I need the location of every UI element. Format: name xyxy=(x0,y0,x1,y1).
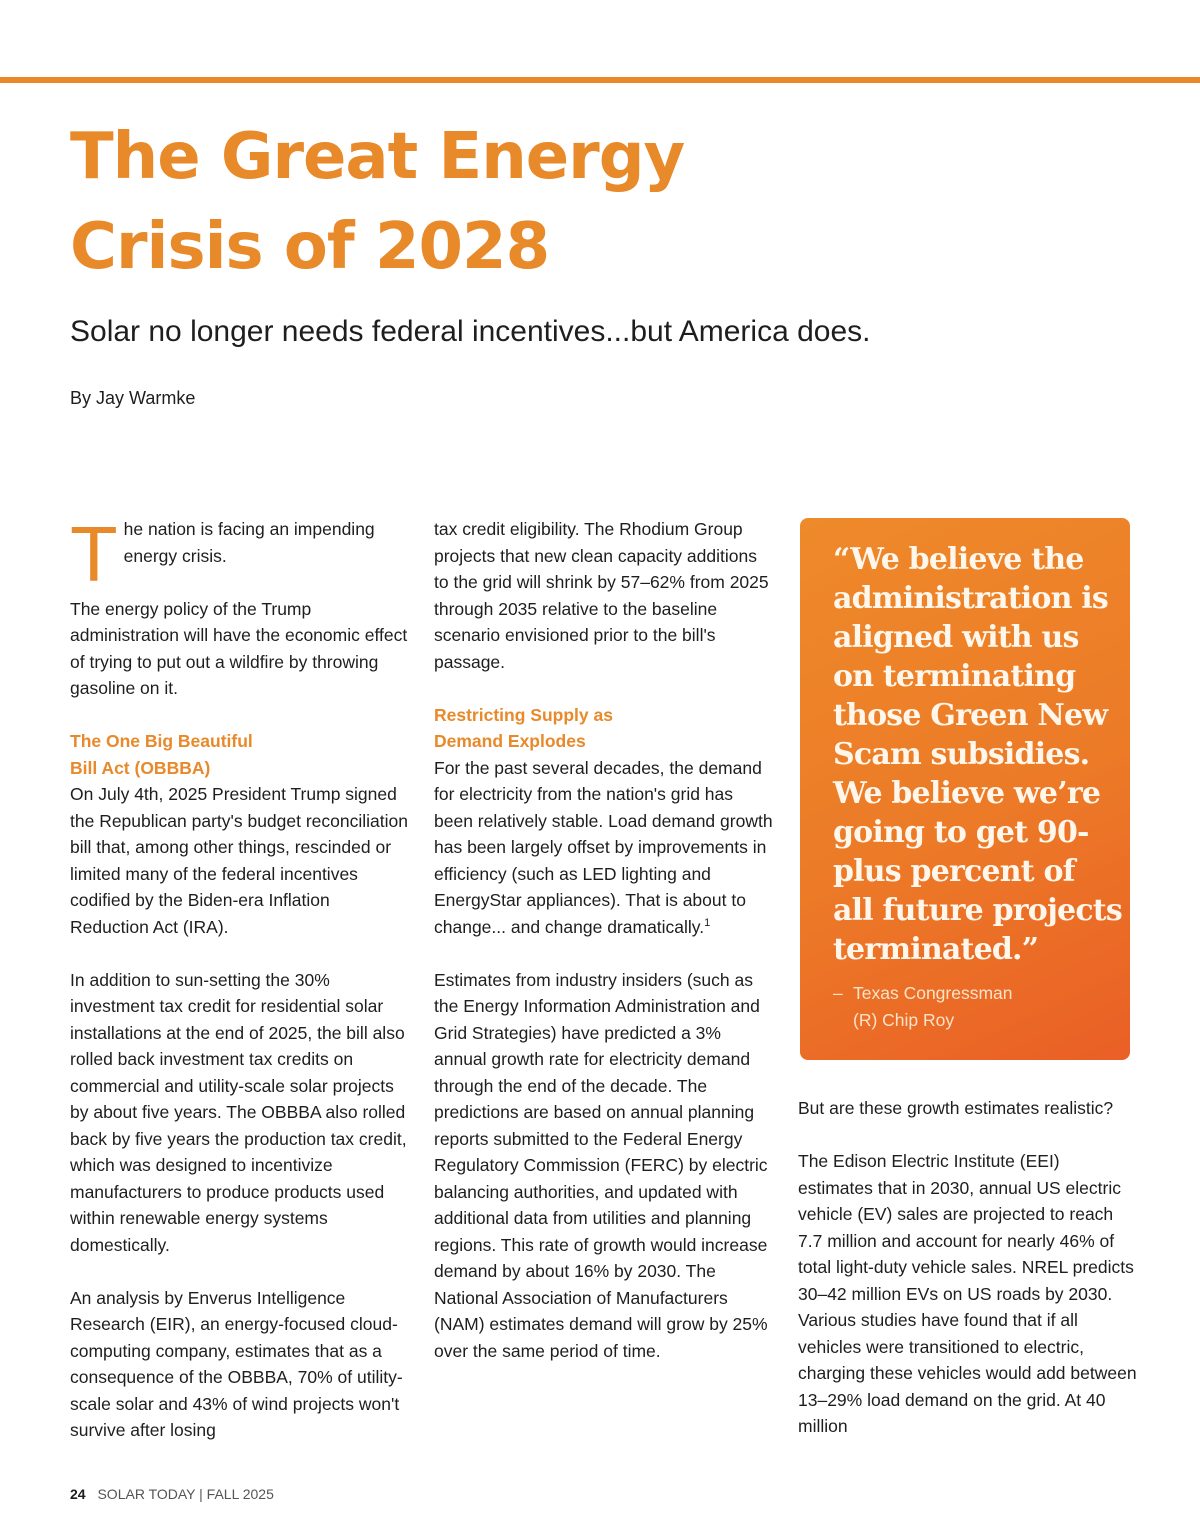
section-heading-line: Demand Explodes xyxy=(434,731,586,751)
column-1 xyxy=(70,510,410,1444)
paragraph-text: For the past several decades, the demand for electricity from the nation's grid has been relatively stable. Load demand growth has been largely offset by improvements in efficiency (such as LED lighting and EnergyStar appliances). That is about to change... and change dramatically. xyxy=(434,757,773,937)
section-heading-line: Restricting Supply as xyxy=(434,704,613,725)
footnote-reference: 1 xyxy=(704,916,711,929)
paragraph: An analysis by Enverus Intelligence Research (EIR), an energy-focused cloud-computing company, estimates that as a consequence of the OBBBA, 70% of utility-scale solar and 43% of wind projects won't survive after losing xyxy=(70,1287,403,1440)
pull-quote-text: “We believe the administration is aligned with us on terminating those Green New Scam subsidies. We believe we’re going to get 90-plus percent of all future projects terminated.” xyxy=(833,542,1122,967)
issue-label: FALL 2025 xyxy=(206,1486,274,1502)
attribution-line: (R) Chip Roy xyxy=(853,1009,955,1030)
paragraph: tax credit eligibility. The Rhodium Group projects that new clean capacity additions to the grid will shrink by 57–62% from 2025 through 2035 relative to the baseline scenario envisioned prior to the bill's passage. xyxy=(434,519,769,672)
publication-name: SOLAR TODAY xyxy=(97,1486,196,1502)
paragraph: The Edison Electric Institute (EEI) estimates that in 2030, annual US electric vehicle (EV) sales are projected to reach 7.7 million and account for nearly 46% of total light-duty vehicle sales. NREL predicts 30–42 million EVs on US roads by 2030. Various studies have found that if all vehicles were transitioned to electric, charging these vehicles would add between 13–29% load demand on the grid. At 40 million xyxy=(798,1151,1137,1436)
column-2 xyxy=(434,516,774,1364)
paragraph: The energy policy of the Trump administration will have the economic effect of trying to put out a wildfire by throwing gasoline on it. xyxy=(70,598,408,698)
section-heading-line: The One Big Beautiful xyxy=(70,731,253,751)
article-subtitle: Solar no longer needs federal incentives...but America does. xyxy=(70,315,871,348)
attribution-line: Texas Congressman xyxy=(853,983,1013,1003)
article-title xyxy=(70,112,1070,292)
paragraph: Estimates from industry insiders (such as the Energy Information Administration and Grid Strategies) have predicted a 3% annual growth rate for electricity demand through the end of the decade. The predictions are based on annual planning reports submitted to the Federal Energy Regulatory Commission (FERC) by electric balancing authorities, and updated with additional data from utilities and planning regions. This rate of growth would increase demand by about 16% by 2030. The National Association of Manufacturers (NAM) estimates demand will grow by 25% over the same period of time. xyxy=(434,969,768,1361)
article-title-line2: Crisis of 2028 xyxy=(70,210,550,284)
drop-cap: T xyxy=(70,510,118,598)
paragraph: In addition to sun-setting the 30% investment tax credit for residential solar installations at the end of 2025, the bill also rolled back investment tax credits on commercial and utility-scale solar projects by about five years. The OBBBA also rolled back by five years the production tax credit, which was designed to incentivize manufacturers to produce products used within renewable energy systems domestically. xyxy=(70,969,407,1255)
pull-quote-box xyxy=(800,518,1130,1060)
page-footer xyxy=(70,1485,274,1503)
attribution-dash: – xyxy=(833,983,843,1003)
column-3 xyxy=(798,1095,1138,1440)
paragraph xyxy=(434,755,774,941)
paragraph: But are these growth estimates realistic? xyxy=(798,1098,1114,1118)
byline: By Jay Warmke xyxy=(70,388,196,408)
intro-text: he nation is facing an impending energy crisis. xyxy=(123,519,375,566)
section-heading-demand xyxy=(434,702,774,755)
pull-quote-attribution xyxy=(833,980,1113,1033)
intro-paragraph xyxy=(70,510,410,598)
section-heading-obbba xyxy=(70,728,410,781)
footer-separator: | xyxy=(199,1486,203,1502)
paragraph: On July 4th, 2025 President Trump signed the Republican party's budget reconciliation bill that, among other things, rescinded or limited many of the federal incentives codified by the Biden-era Inflation Reduction Act (IRA). xyxy=(70,784,408,937)
page-number: 24 xyxy=(70,1486,86,1502)
section-heading-line: Bill Act (OBBBA) xyxy=(70,757,211,778)
article-title-line1: The Great Energy xyxy=(70,120,685,194)
top-rule xyxy=(0,77,1200,83)
